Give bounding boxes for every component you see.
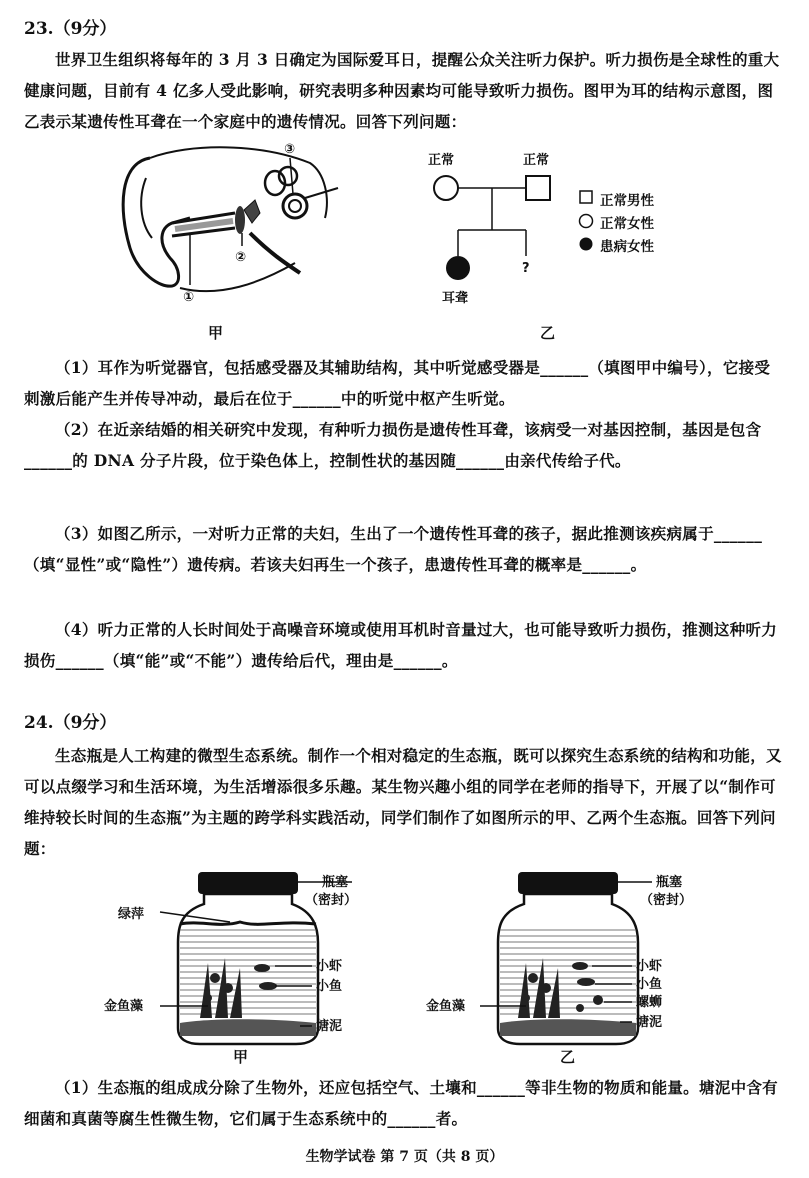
- father-label: 正常: [428, 153, 455, 168]
- eco-jar-yi: [420, 868, 700, 1048]
- unknown-child-label: ?: [522, 261, 530, 276]
- deaf-child-label: 耳聋: [442, 291, 469, 306]
- q23-part3: （3）如图乙所示，一对听力正常的夫妇，生出了一个遗传性耳聋的孩子，据此推测该疾病属于______（填“显性”或“隐性”）遗传病。若该夫妇再生一个孩子，患遗传性耳聋的概率是______。: [24, 524, 763, 574]
- jar-jia-lid: [198, 872, 298, 894]
- q23-intro: 世界卫生组织将每年的 3 月 3 日确定为国际爱耳日，提醒公众关注听力保护。听力损伤是全球性的重大健康问题，目前有 4 亿多人受此影响，研究表明多种因素均可能导致听力损伤。图甲为耳的结构示意图，图乙表示某遗传性耳聋在一个家庭中的遗传情况。回答下列问题：: [24, 50, 780, 131]
- jar-jia-lid-sub: （密封）: [305, 893, 358, 908]
- jar-yi-snail-label: 螺蛳: [636, 995, 663, 1010]
- jar-jia-lid-label: 瓶塞: [322, 875, 349, 890]
- jar-yi-plant-label: 金鱼藻: [426, 999, 466, 1014]
- q24-heading: 24.（9分）: [24, 713, 117, 733]
- legend-female-symbol: [580, 215, 593, 228]
- parent-male-symbol: [526, 176, 550, 200]
- ear-structure-diagram: [110, 138, 340, 313]
- q23-part1: （1）耳作为听觉器官，包括感受器及其辅助结构，其中听觉感受器是______（填图甲中编号），它接受刺激后能产生并传导冲动，最后在位于______中的听觉中枢产生听觉。: [24, 358, 771, 408]
- jar-jia-caption: 甲: [233, 1048, 249, 1066]
- legend-affected-female: 患病女性: [600, 239, 654, 255]
- ear-marker-2: ②: [235, 250, 247, 265]
- affected-child-symbol: [446, 256, 470, 280]
- ear-marker-3: ③: [284, 142, 296, 157]
- legend-symbols: [578, 188, 594, 256]
- jar-yi-lid-label: 瓶塞: [656, 875, 683, 890]
- jar-yi-caption: 乙: [560, 1048, 576, 1066]
- page-footer: 生物学试卷 第 7 页（共 8 页）: [305, 1149, 504, 1165]
- jar-yi-lid: [518, 872, 618, 894]
- q24-part1: （1）生态瓶的组成成分除了生物外，还应包括空气、土壤和______等非生物的物质和能量。塘泥中含有细菌和真菌等腐生性微生物，它们属于生态系统中的______者。: [24, 1078, 778, 1128]
- eco-jar-jia: [100, 868, 390, 1048]
- legend-affected-female-symbol: [580, 238, 593, 251]
- legend-normal-male: 正常男性: [600, 193, 654, 209]
- jar-jia-fish-label: 小鱼: [316, 979, 343, 994]
- q23-part4: （4）听力正常的人长时间处于高噪音环境或使用耳机时音量过大，也可能导致听力损伤，推测这种听力损伤______（填“能”或“不能”）遗传给后代，理由是______。: [24, 620, 778, 670]
- jar-yi-lid-sub: （密封）: [640, 893, 693, 908]
- legend-normal-female: 正常女性: [600, 216, 654, 232]
- parent-female-symbol: [434, 176, 458, 200]
- fig-yi-label: 乙: [540, 324, 556, 342]
- ear-marker-1: ①: [183, 290, 195, 305]
- jar-jia-plant-label: 金鱼藻: [104, 999, 144, 1014]
- q24-intro: 生态瓶是人工构建的微型生态系统。制作一个相对稳定的生态瓶，既可以探究生态系统的结构和功能，又可以点缀学习和生活环境，为生活增添很多乐趣。某生物兴趣小组的同学在老师的指导下，开展了以“制作可维持较长时间的生态瓶”为主题的跨学科实践活动，同学们制作了如图所示的甲、乙两个生态瓶。回答下列问题：: [24, 746, 782, 858]
- jar-jia-algae-label: 绿萍: [118, 907, 145, 922]
- q23-heading: 23.（9分）: [24, 19, 117, 39]
- q23-part2: （2）在近亲结婚的相关研究中发现，有种听力损伤是遗传性耳聋，该病受一对基因控制，基因是包含______的 DNA 分子片段，位于染色体上，控制性状的基因随______由亲代传给子代。: [24, 420, 762, 470]
- legend-male-symbol: [580, 191, 592, 203]
- jar-yi-shrimp-label: 小虾: [636, 959, 663, 974]
- jar-jia-shrimp-label: 小虾: [316, 959, 343, 974]
- pedigree-chart: [418, 148, 598, 308]
- fig-jia-label: 甲: [208, 324, 224, 342]
- mother-label: 正常: [523, 153, 550, 168]
- jar-jia-mud-label: 塘泥: [316, 1019, 343, 1034]
- jar-yi-fish-label: 小鱼: [636, 977, 663, 992]
- jar-yi-mud-label: 塘泥: [636, 1015, 663, 1030]
